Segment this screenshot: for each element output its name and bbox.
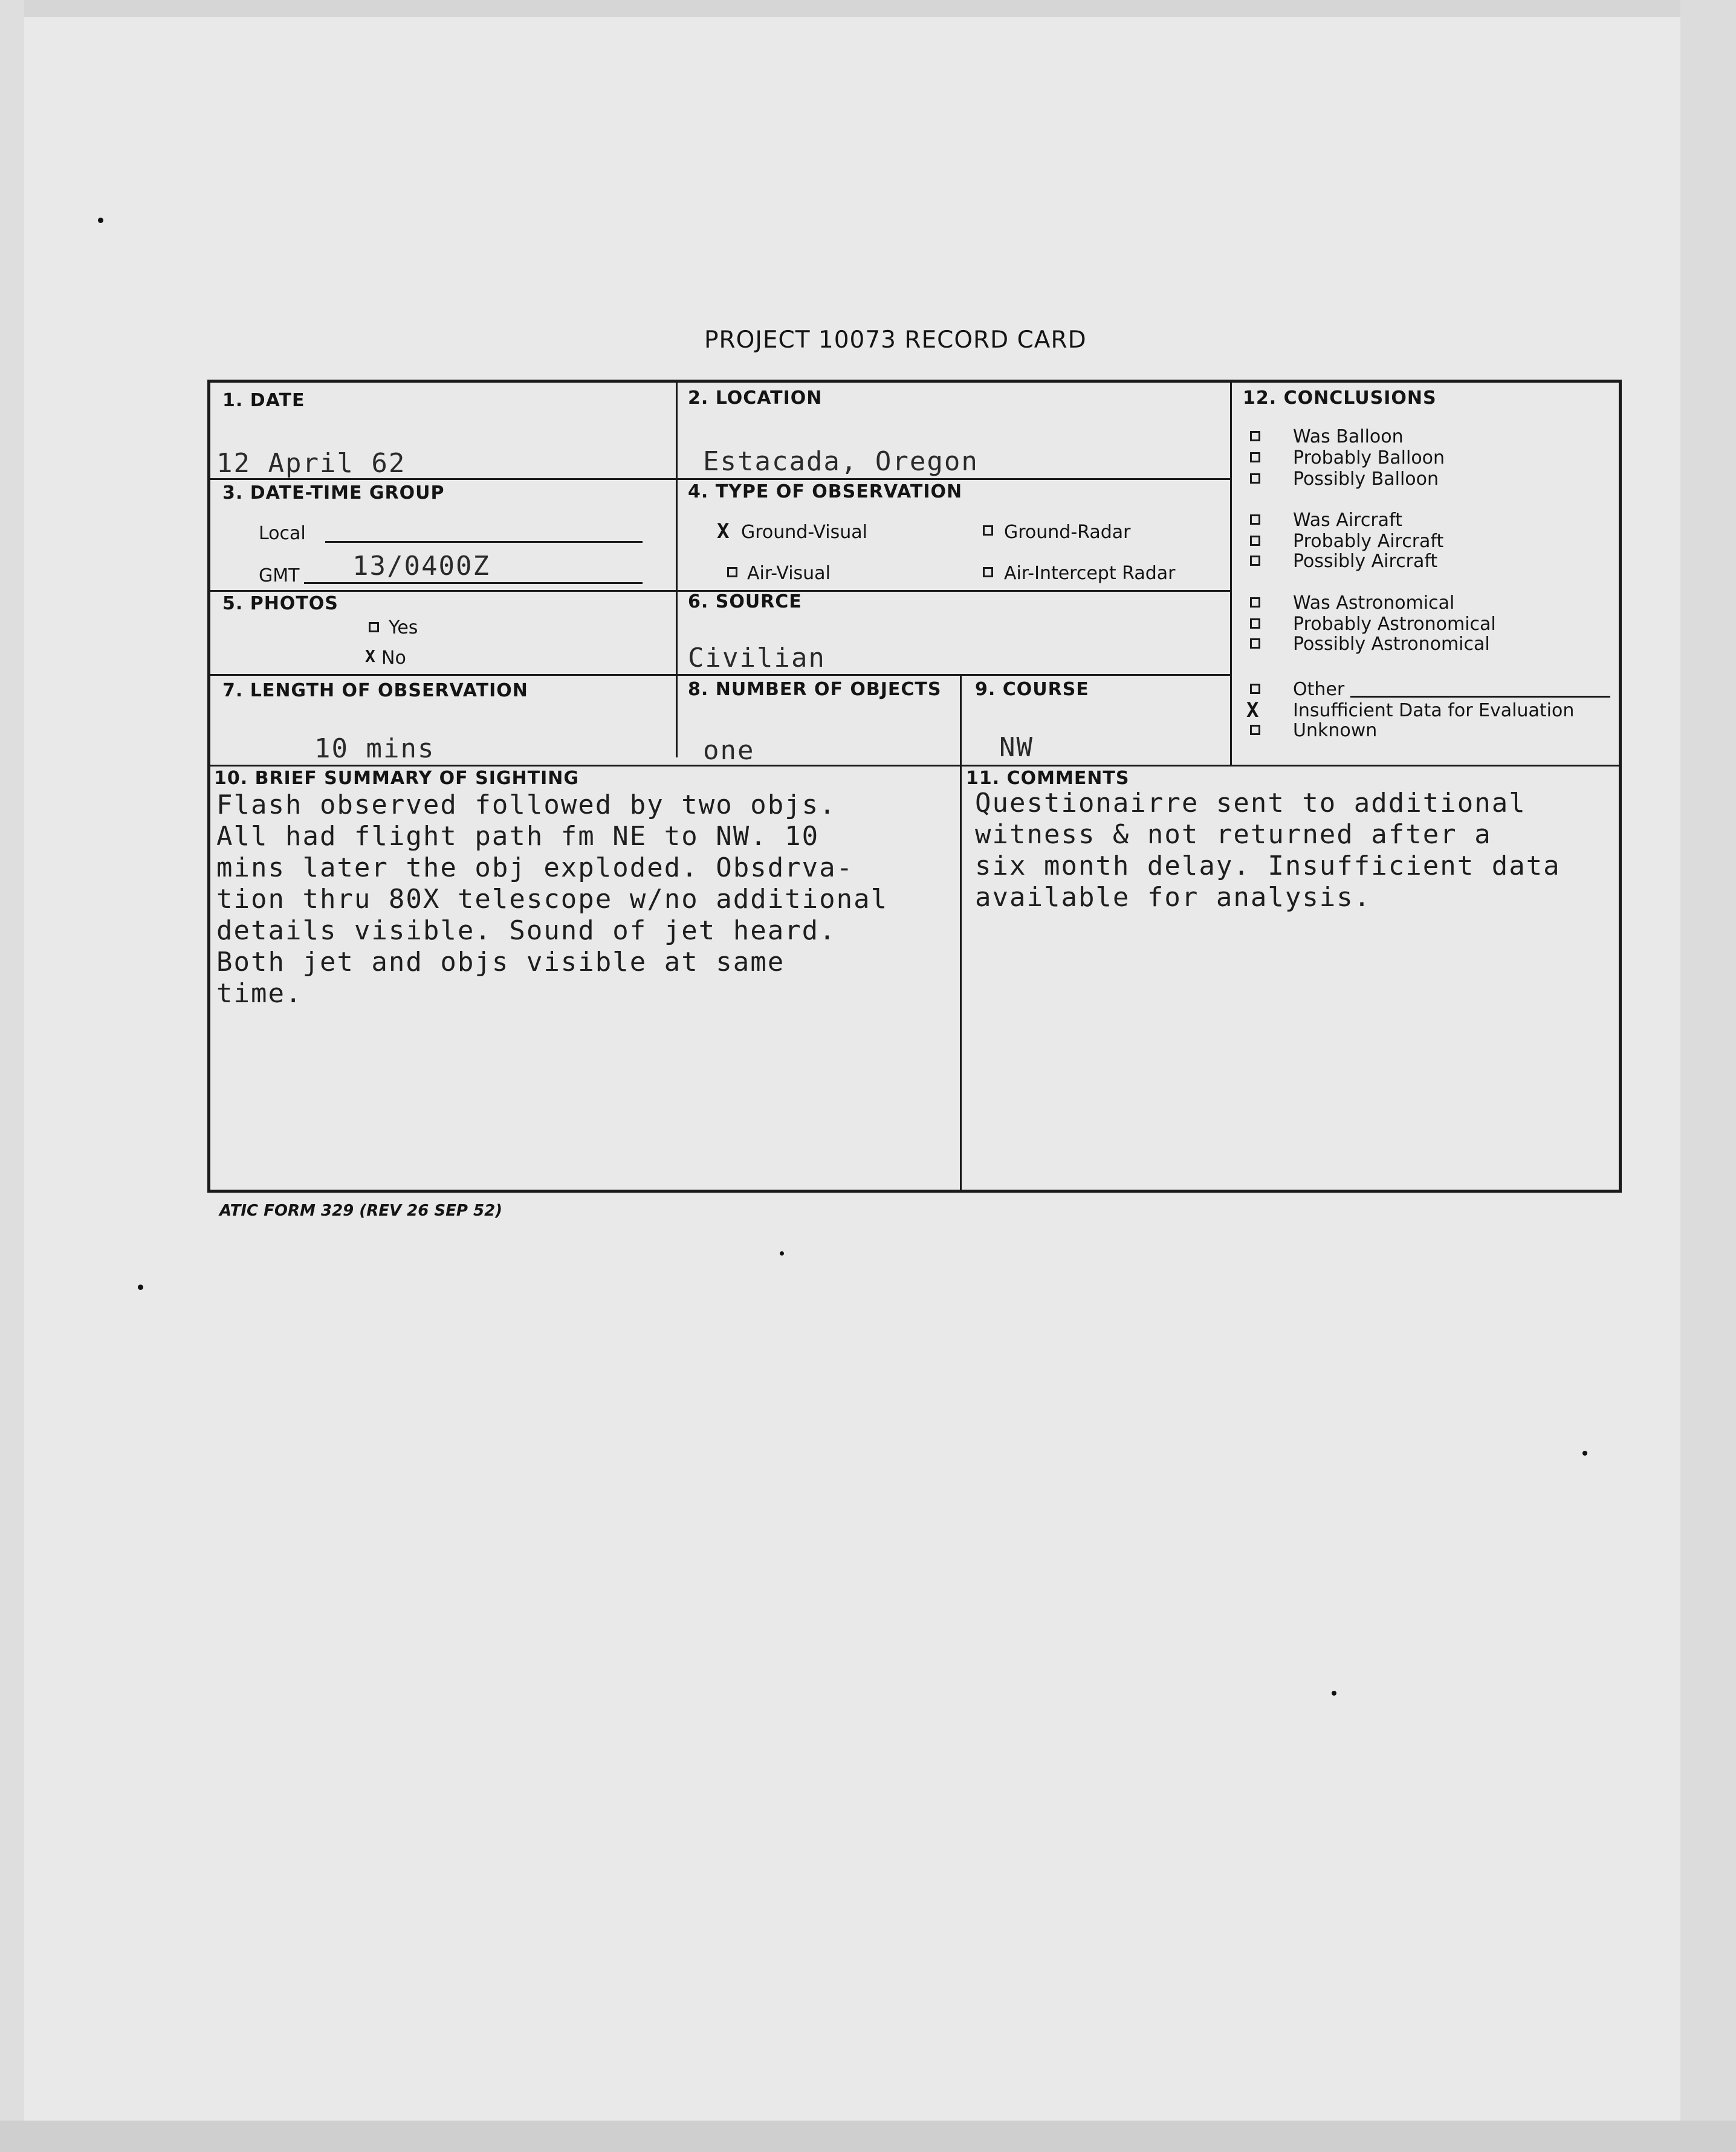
- length-of-observation-value: 10 mins: [314, 733, 435, 764]
- option-air-visual: Air-Visual: [747, 563, 831, 584]
- divider: [960, 676, 962, 1190]
- divider: [210, 765, 1619, 766]
- source-value: Civilian: [688, 643, 826, 673]
- dust-speck: [1332, 1691, 1336, 1696]
- checkbox[interactable]: [983, 567, 993, 577]
- conclusion-option: Insufficient Data for Evaluation: [1293, 700, 1575, 721]
- checkbox[interactable]: [1250, 597, 1260, 608]
- checkbox[interactable]: [1250, 618, 1260, 629]
- conclusions-label: 12. CONCLUSIONS: [1243, 387, 1437, 409]
- type-of-observation-label: 4. TYPE OF OBSERVATION: [688, 481, 963, 502]
- check-mark: X: [365, 646, 375, 666]
- dust-speck: [780, 1251, 784, 1256]
- check-mark: X: [1246, 698, 1259, 722]
- gmt-label: GMT: [259, 565, 300, 586]
- checkbox[interactable]: [1250, 725, 1260, 735]
- comments-label: 11. COMMENTS: [966, 768, 1130, 789]
- conclusion-option: Was Aircraft: [1293, 510, 1402, 531]
- other-underline: [1350, 696, 1610, 698]
- checkbox[interactable]: [1250, 514, 1260, 525]
- length-of-observation-label: 7. LENGTH OF OBSERVATION: [222, 680, 528, 701]
- dust-speck: [98, 218, 103, 223]
- checkbox[interactable]: [1250, 684, 1260, 694]
- photos-label: 5. PHOTOS: [222, 593, 338, 614]
- conclusion-option: Unknown: [1293, 720, 1378, 741]
- checkbox[interactable]: [983, 525, 993, 536]
- film-border-top: [0, 0, 1736, 17]
- film-border-right: [1680, 0, 1736, 2152]
- checkbox[interactable]: [369, 622, 379, 632]
- date-time-group-label: 3. DATE-TIME GROUP: [222, 482, 445, 504]
- conclusion-option: Probably Aircraft: [1293, 531, 1444, 552]
- divider: [1230, 383, 1232, 765]
- location-label: 2. LOCATION: [688, 387, 823, 409]
- local-label: Local: [259, 523, 306, 544]
- date-value: 12 April 62: [216, 448, 406, 479]
- card-title: PROJECT 10073 RECORD CARD: [704, 326, 1087, 354]
- number-of-objects-value: one: [703, 735, 755, 766]
- conclusion-option: Was Balloon: [1293, 426, 1404, 447]
- record-card: [207, 380, 1622, 1193]
- conclusion-option: Probably Astronomical: [1293, 614, 1496, 635]
- film-border-left: [0, 0, 24, 2152]
- local-underline: [325, 541, 643, 543]
- checkbox[interactable]: [727, 567, 737, 577]
- option-no: No: [381, 647, 406, 669]
- comments-text: Questionairre sent to additional witness & not returned after a six month delay. Insufficient data available for analysis.: [975, 788, 1561, 913]
- date-label: 1. DATE: [222, 390, 305, 411]
- option-ground-visual: Ground-Visual: [741, 522, 867, 543]
- conclusion-option: Possibly Astronomical: [1293, 634, 1490, 655]
- number-of-objects-label: 8. NUMBER OF OBJECTS: [688, 679, 942, 700]
- checkbox[interactable]: [1250, 556, 1260, 566]
- course-value: NW: [999, 732, 1034, 763]
- divider: [676, 383, 678, 757]
- gmt-underline: [304, 582, 643, 584]
- brief-summary-label: 10. BRIEF SUMMARY OF SIGHTING: [214, 768, 579, 789]
- form-number: ATIC FORM 329 (REV 26 SEP 52): [219, 1202, 503, 1220]
- source-label: 6. SOURCE: [688, 591, 802, 612]
- dust-speck: [138, 1285, 143, 1290]
- checkbox[interactable]: [1250, 473, 1260, 484]
- conclusion-option: Other: [1293, 679, 1345, 700]
- course-label: 9. COURSE: [975, 679, 1089, 700]
- checkbox[interactable]: [1250, 452, 1260, 462]
- checkbox[interactable]: [1250, 638, 1260, 649]
- option-ground-radar: Ground-Radar: [1004, 522, 1131, 543]
- conclusion-option: Was Astronomical: [1293, 592, 1455, 614]
- brief-summary-text: Flash observed followed by two objs. All had flight path fm NE to NW. 10 mins later the obj exploded. Obsdrva- tion thru 80X telescope w/no additional details visible. Sound of jet heard. Both jet and objs visible at same time.: [216, 789, 889, 1009]
- option-yes: Yes: [389, 617, 418, 638]
- checkbox[interactable]: [1250, 536, 1260, 546]
- check-mark: X: [717, 519, 730, 543]
- location-value: Estacada, Oregon: [703, 446, 979, 477]
- film-border-bottom: [0, 2121, 1736, 2152]
- option-air-intercept-radar: Air-Intercept Radar: [1004, 563, 1176, 584]
- gmt-value: 13/0400Z: [352, 551, 490, 582]
- divider: [210, 674, 1230, 676]
- dust-speck: [1582, 1451, 1587, 1456]
- conclusion-option: Possibly Aircraft: [1293, 551, 1438, 572]
- conclusions-list: [1243, 383, 1618, 765]
- checkbox[interactable]: [1250, 431, 1260, 441]
- conclusion-option: Possibly Balloon: [1293, 468, 1439, 490]
- conclusion-option: Probably Balloon: [1293, 447, 1445, 468]
